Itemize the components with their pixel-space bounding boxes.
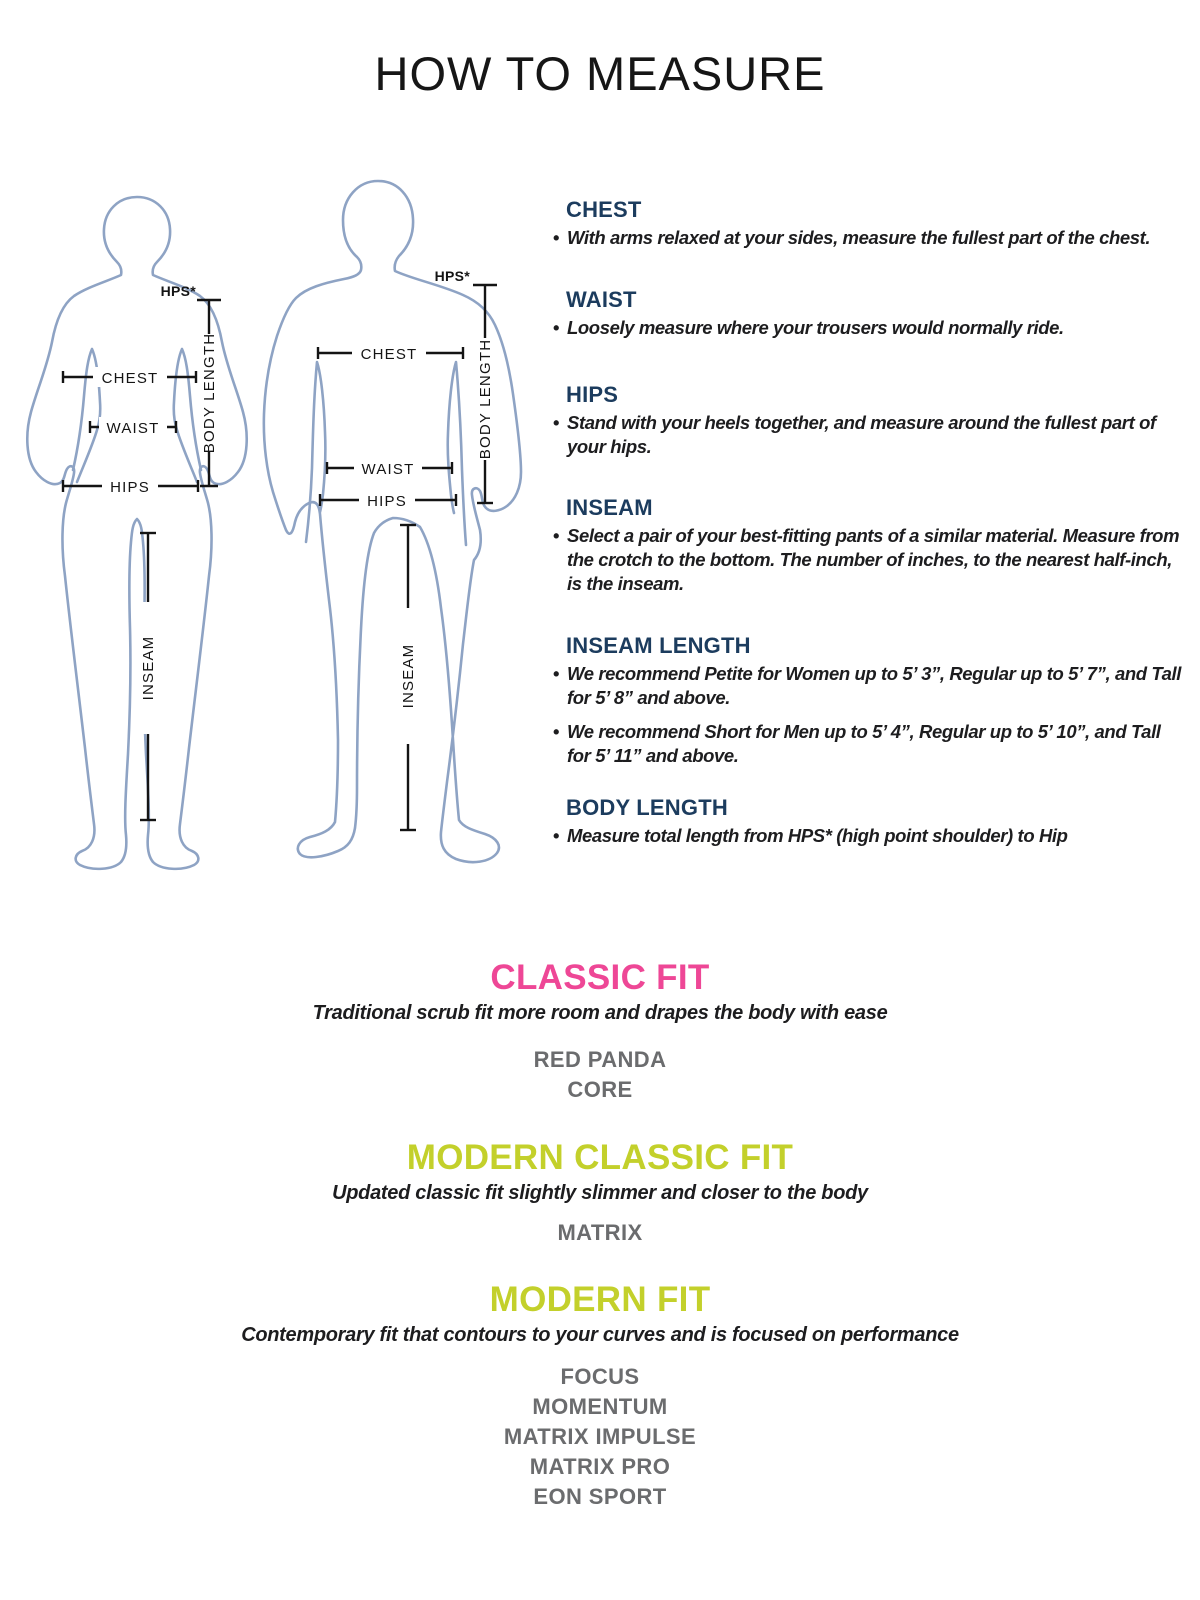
product-name: CORE [567, 1077, 633, 1102]
fit-products [0, 1362, 1200, 1512]
male-inseam-label: INSEAM [400, 643, 417, 709]
measure-section-hips [552, 382, 1186, 459]
section-bullet: • Loosely measure where your trousers would normally ride. [552, 316, 1186, 340]
section-bullet: • Stand with your heels together, and measure around the fullest part of your hips. [552, 411, 1186, 459]
product-name: MATRIX IMPULSE [503, 1424, 697, 1449]
measure-section-body-length [552, 795, 1186, 848]
measure-section-waist [552, 287, 1186, 340]
fit-section-modern-classic [0, 1140, 1200, 1248]
male-chest-label: CHEST [360, 346, 418, 363]
female-hips-measure [63, 476, 198, 496]
male-chest-measure [318, 343, 463, 363]
product-name: EON SPORT [533, 1484, 667, 1509]
male-body-length-label: BODY LENGTH [477, 338, 494, 460]
female-figure-outline [27, 197, 246, 869]
female-waist-measure [90, 417, 176, 437]
female-right-arm-torso-line [174, 349, 201, 482]
product-name: RED PANDA [533, 1047, 667, 1072]
section-bullet: • We recommend Petite for Women up to 5’ 3”, Regular up to 5’ 7”, and Tall for 5’ 8” and above. [552, 662, 1186, 710]
female-body-length-measure [161, 283, 221, 486]
section-bullet: • With arms relaxed at your sides, measure the fullest part of the chest. [552, 226, 1186, 250]
section-bullet: • Measure total length from HPS* (high point shoulder) to Hip [552, 824, 1186, 848]
product-name: MOMENTUM [532, 1394, 668, 1419]
female-body-length-label: BODY LENGTH [201, 332, 218, 454]
fit-title: CLASSIC FIT [490, 958, 710, 997]
male-figure [264, 181, 521, 862]
male-left-arm-torso-line [306, 362, 325, 542]
female-hps-label: HPS* [160, 283, 196, 299]
fit-title: MODERN FIT [489, 1280, 711, 1319]
female-figure [27, 197, 246, 869]
female-hips-label: HIPS [110, 479, 150, 496]
fit-section-modern [0, 1282, 1200, 1512]
male-hips-measure [320, 490, 456, 510]
section-heading: BODY LENGTH [566, 795, 728, 820]
fit-products [0, 1218, 1200, 1248]
male-waist-label: WAIST [361, 461, 415, 478]
section-heading: INSEAM LENGTH [566, 633, 751, 658]
female-chest-label: CHEST [101, 370, 159, 387]
male-inseam-measure [398, 525, 418, 830]
measure-section-inseam [552, 495, 1186, 596]
fit-section-classic [0, 960, 1200, 1105]
male-right-arm-torso-line [448, 362, 466, 545]
section-heading: WAIST [566, 287, 637, 312]
fit-title: MODERN CLASSIC FIT [406, 1138, 794, 1177]
page-title: HOW TO MEASURE [374, 47, 826, 100]
male-measures [318, 268, 497, 830]
section-heading: INSEAM [566, 495, 653, 520]
product-name: FOCUS [560, 1364, 640, 1389]
product-name: MATRIX [557, 1220, 643, 1245]
female-inseam-measure [138, 533, 158, 820]
product-name: MATRIX PRO [529, 1454, 671, 1479]
section-bullet: • Select a pair of your best-fitting pants of a similar material. Measure from the crotch to the bottom. The number of inches, to the nearest half-inch, is the inseam. [552, 524, 1186, 596]
male-hips-label: HIPS [367, 493, 407, 510]
measure-instructions [552, 0, 1186, 900]
male-waist-measure [327, 458, 452, 478]
section-heading: HIPS [566, 382, 619, 407]
measure-section-inseam-length [552, 633, 1186, 768]
female-inseam-label: INSEAM [140, 635, 157, 701]
section-heading: CHEST [566, 197, 642, 222]
fit-products [0, 1045, 1200, 1105]
male-figure-outline [264, 181, 521, 862]
fit-description: Traditional scrub fit more room and drapes the body with ease [312, 1002, 888, 1024]
measurement-diagram [0, 162, 540, 882]
fit-description: Contemporary fit that contours to your curves and is focused on performance [241, 1324, 959, 1346]
measure-section-chest [552, 197, 1186, 250]
fit-description: Updated classic fit slightly slimmer and closer to the body [332, 1182, 868, 1204]
female-waist-label: WAIST [106, 420, 160, 437]
male-hps-label: HPS* [434, 268, 470, 284]
section-bullet: • We recommend Short for Men up to 5’ 4”, Regular up to 5’ 10”, and Tall for 5’ 11” and above. [552, 720, 1186, 768]
